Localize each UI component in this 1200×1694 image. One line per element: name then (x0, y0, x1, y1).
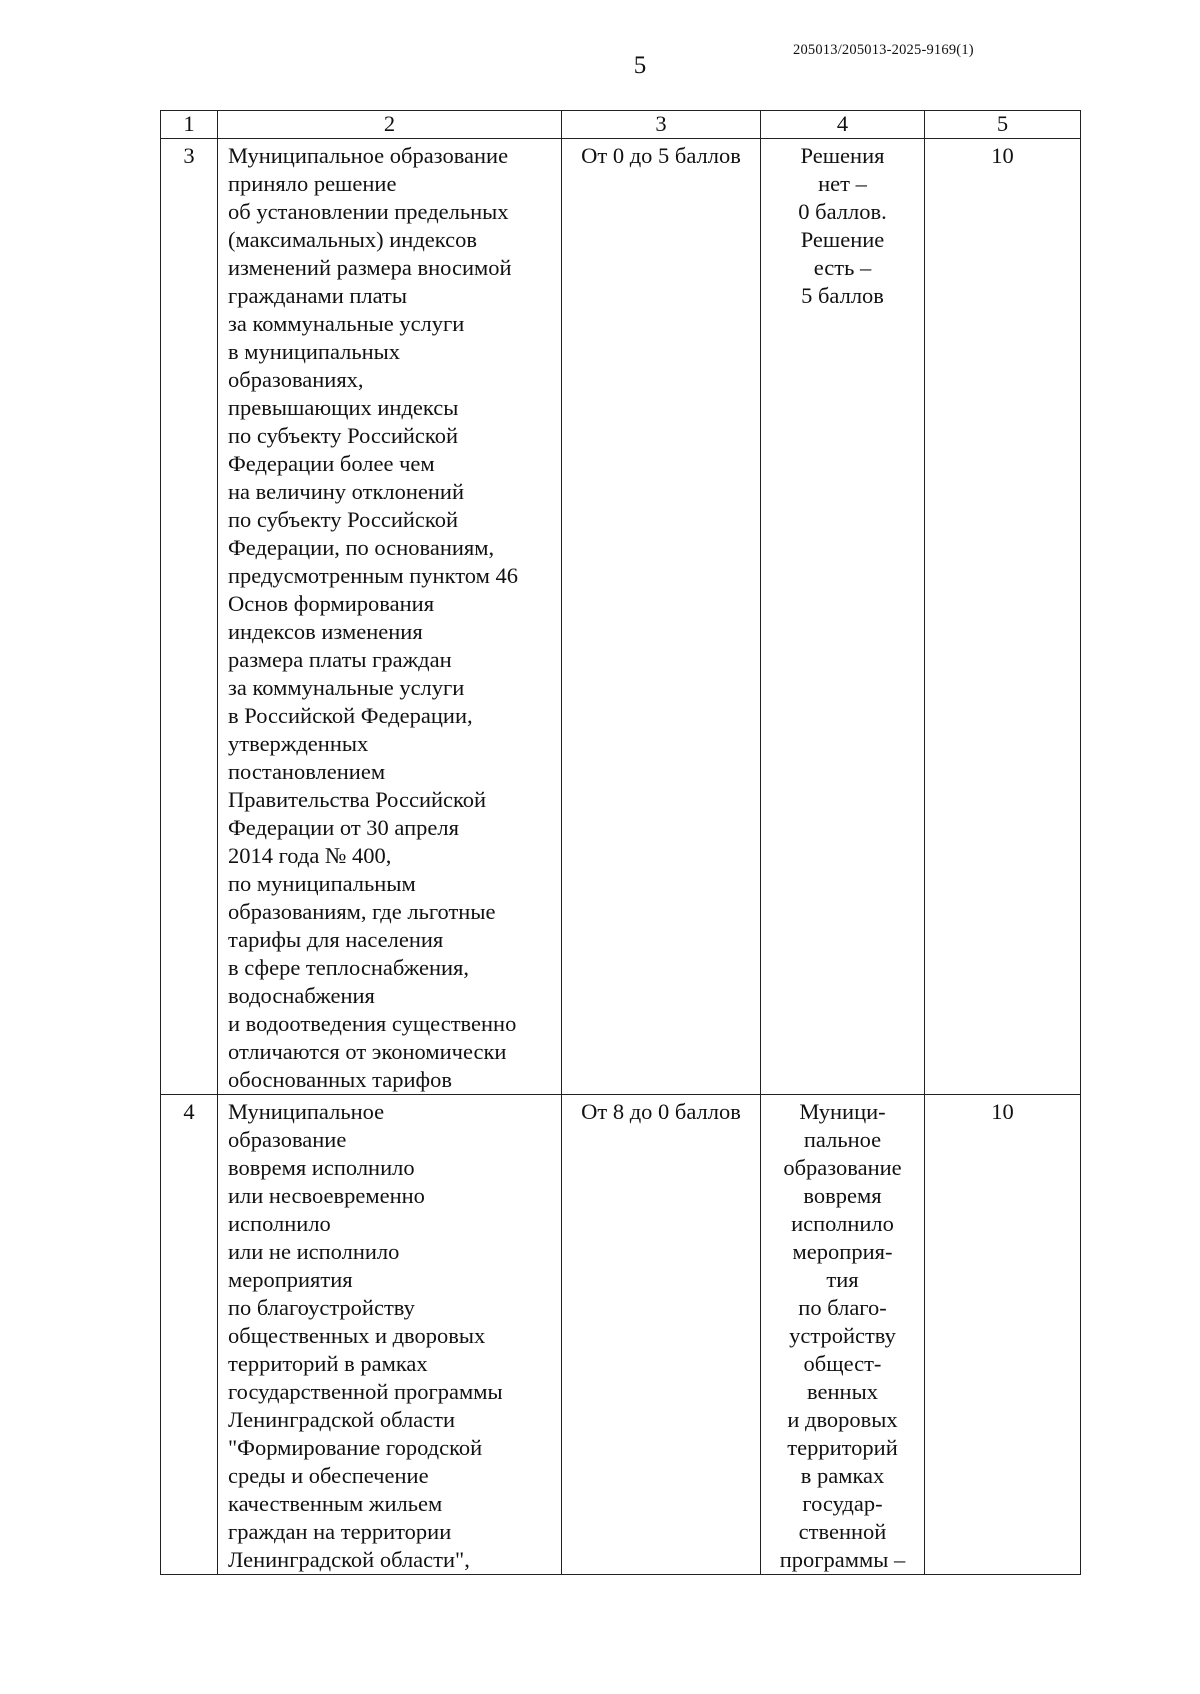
text-line: общественных и дворовых (228, 1323, 486, 1348)
text-line: по благо- (798, 1295, 887, 1320)
text-line: государственной программы (228, 1379, 503, 1404)
text-line: мероприя- (792, 1239, 893, 1264)
text-line: устройству (789, 1323, 896, 1348)
text-line: Решения (800, 143, 885, 168)
text-line: территорий в рамках (228, 1351, 428, 1376)
text-line: образованиям, где льготные (228, 899, 496, 924)
text-line: или несвоевременно (228, 1183, 425, 1208)
text-line: государ- (802, 1491, 883, 1516)
text-line: обоснованных тарифов (228, 1067, 453, 1092)
text-line: Решение (800, 227, 885, 252)
text-line: за коммунальные услуги (228, 675, 465, 700)
text-line: граждан на территории (228, 1519, 452, 1544)
criterion-text (218, 139, 562, 1095)
text-line: общест- (803, 1351, 882, 1376)
text-line: мероприятия (228, 1267, 353, 1292)
text-line: образование (783, 1155, 902, 1180)
table-row (161, 1095, 1081, 1575)
text-line: по субъекту Российской (228, 507, 458, 532)
text-line: и дворовых (787, 1407, 898, 1432)
text-line: вовремя исполнило (228, 1155, 415, 1180)
column-header: 3 (562, 111, 761, 139)
text-line: среды и обеспечение (228, 1463, 429, 1488)
text-line: Правительства Российской (228, 787, 487, 812)
text-line: Федерации от 30 апреля (228, 815, 459, 840)
text-line: предусмотренным пунктом 46 (228, 563, 518, 588)
text-line: водоснабжения (228, 983, 375, 1008)
text-line: превышающих индексы (228, 395, 459, 420)
text-line: "Формирование городской (228, 1435, 483, 1460)
text-line: Муниципальное образование (228, 143, 509, 168)
text-line: Ленинградской области", (228, 1547, 470, 1572)
text-line: территорий (787, 1435, 898, 1460)
column-header-row (161, 111, 1081, 139)
text-line: в сфере теплоснабжения, (228, 955, 470, 980)
text-line: индексов изменения (228, 619, 423, 644)
text-line: изменений размера вносимой (228, 255, 512, 280)
column-header: 1 (161, 111, 218, 139)
text-line: гражданами платы (228, 283, 408, 308)
text-line: или не исполнило (228, 1239, 400, 1264)
text-line: по благоустройству (228, 1295, 415, 1320)
text-line: Федерации, по основаниям, (228, 535, 495, 560)
text-line: по муниципальным (228, 871, 416, 896)
table-row (161, 139, 1081, 1095)
text-line: 5 баллов (801, 283, 884, 308)
text-line: Муниципальное (228, 1099, 385, 1124)
text-line: Федерации более чем (228, 451, 435, 476)
text-line: приняло решение (228, 171, 397, 196)
column-header: 2 (218, 111, 562, 139)
text-line: нет – (818, 171, 867, 196)
document-id: 205013/205013-2025-9169(1) (793, 42, 974, 58)
text-line: программы – (779, 1547, 906, 1572)
text-line: Основ формирования (228, 591, 435, 616)
text-line: образованиях, (228, 367, 364, 392)
column-header: 5 (925, 111, 1081, 139)
text-line: 2014 года № 400, (228, 843, 392, 868)
text-line: есть – (813, 255, 872, 280)
criterion-weight: 10 (925, 139, 1081, 1095)
row-number: 3 (161, 139, 218, 1095)
text-line: размера платы граждан (228, 647, 452, 672)
text-line: пальное (803, 1127, 882, 1152)
text-line: (максимальных) индексов (228, 227, 477, 252)
text-line: по субъекту Российской (228, 423, 458, 448)
text-line: на величину отклонений (228, 479, 465, 504)
text-line: исполнило (228, 1211, 331, 1236)
text-line: венных (807, 1379, 878, 1404)
text-line: постановлением (228, 759, 386, 784)
text-line: в рамках (800, 1463, 885, 1488)
text-line: 0 баллов. (798, 199, 887, 224)
criteria-table (160, 110, 1081, 1575)
text-line: качественным жильем (228, 1491, 443, 1516)
evaluation-rule (761, 1095, 925, 1575)
score-range: От 0 до 5 баллов (562, 139, 761, 1095)
text-line: и водоотведения существенно (228, 1011, 517, 1036)
criterion-weight: 10 (925, 1095, 1081, 1575)
text-line: утвержденных (228, 731, 369, 756)
text-line: отличаются от экономически (228, 1039, 507, 1064)
text-line: тия (826, 1267, 859, 1292)
text-line: в муниципальных (228, 339, 401, 364)
text-line: образование (228, 1127, 347, 1152)
text-line: в Российской Федерации, (228, 703, 473, 728)
criterion-text (218, 1095, 562, 1575)
column-header: 4 (761, 111, 925, 139)
text-line: Ленинградской области (228, 1407, 456, 1432)
page-number: 5 (633, 52, 647, 79)
text-line: об установлении предельных (228, 199, 509, 224)
text-line: ственной (798, 1519, 887, 1544)
text-line: Муници- (799, 1099, 886, 1124)
text-line: исполнило (791, 1211, 894, 1236)
evaluation-rule (761, 139, 925, 1095)
text-line: тарифы для населения (228, 927, 444, 952)
score-range: От 8 до 0 баллов (562, 1095, 761, 1575)
text-line: за коммунальные услуги (228, 311, 465, 336)
row-number: 4 (161, 1095, 218, 1575)
text-line: вовремя (803, 1183, 882, 1208)
